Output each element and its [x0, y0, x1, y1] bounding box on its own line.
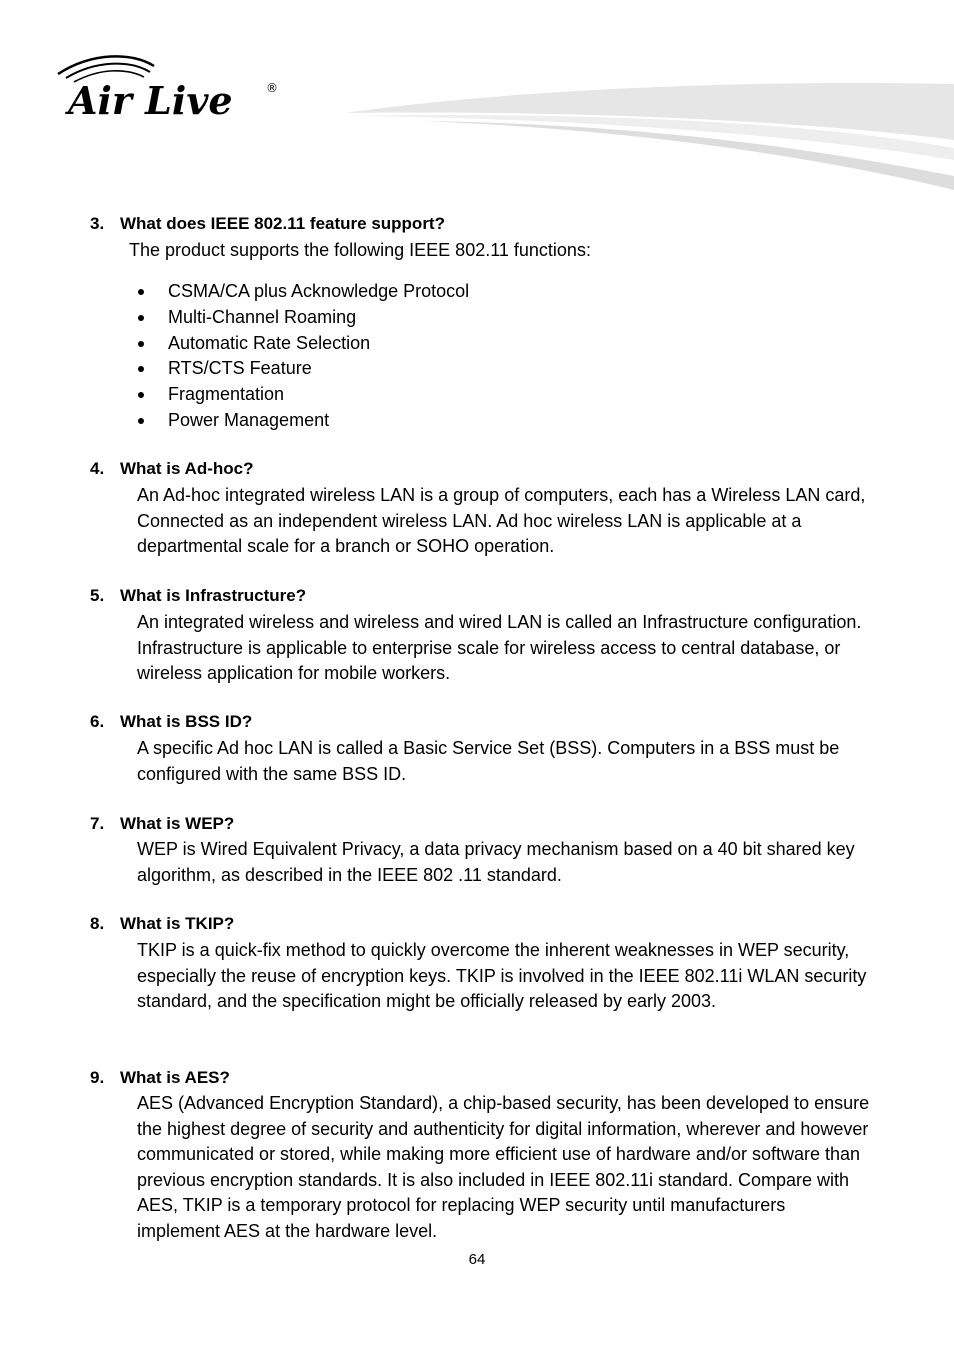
registered-mark: ® — [266, 81, 278, 95]
question-title: What is WEP? — [120, 814, 235, 833]
question-number: 8. — [90, 914, 105, 933]
question-number: 6. — [90, 712, 105, 731]
bullet-icon — [138, 315, 144, 321]
page-header — [0, 0, 954, 200]
bullet-icon — [138, 392, 144, 398]
question-number: 9. — [90, 1068, 105, 1087]
logo-wordmark: Air Live — [68, 78, 233, 123]
question-number: 3. — [90, 214, 105, 233]
answer-text: AES (Advanced Encryption Standard), a chip-based security, has been developed to ensure the highest degree of security and authenticity for digital information, wherever and however communicated or stored, while making more efficient use of hardware and/or software than previous encryption standards. It is also included in IEEE 802.11i standard. Compare with AES, TKIP is a temporary protocol for replacing WEP security until manufacturers implement AES at the hardware level. — [137, 1093, 870, 1241]
question-number: 5. — [90, 586, 105, 605]
page-number: 64 — [468, 1251, 486, 1268]
feature-intro: The product supports the following IEEE 802.11 functions: — [129, 240, 591, 260]
answer-text: WEP is Wired Equivalent Privacy, a data privacy mechanism based on a 40 bit shared key algorithm, as described in the IEEE 802 .11 standard. — [137, 839, 855, 885]
answer-text: TKIP is a quick-fix method to quickly overcome the inherent weaknesses in WEP security, especially the reuse of encryption keys. TKIP is involved in the IEEE 802.11i WLAN security standard, and the specification might be officially released by early 2003. — [137, 940, 867, 1012]
question-number: 7. — [90, 814, 105, 833]
question-title: What is BSS ID? — [120, 712, 253, 731]
question-title: What is Infrastructure? — [120, 586, 307, 605]
answer-text: An integrated wireless and wireless and wired LAN is called an Infrastructure configuration. Infrastructure is applicable to enterprise scale for wireless access to central database, or wireless application for mobile workers. — [137, 612, 862, 684]
bullet-icon — [138, 366, 144, 372]
bullet-icon — [138, 289, 144, 295]
question-title: What is TKIP? — [120, 914, 235, 933]
answer-text: A specific Ad hoc LAN is called a Basic Service Set (BSS). Computers in a BSS must be configured with the same BSS ID. — [137, 738, 840, 784]
question-title: What is AES? — [120, 1068, 230, 1087]
question-title: What does IEEE 802.11 feature support? — [120, 214, 445, 233]
bullet-icon — [138, 341, 144, 347]
airlive-logo — [52, 52, 292, 127]
question-number: 4. — [90, 459, 105, 478]
answer-text: An Ad-hoc integrated wireless LAN is a group of computers, each has a Wireless LAN card, Connected as an independent wireless LAN. Ad hoc wireless LAN is applicable at a departmental scale for a branch or SOHO operation. — [137, 485, 866, 557]
question-title: What is Ad-hoc? — [120, 459, 254, 478]
bullet-icon — [138, 418, 144, 424]
